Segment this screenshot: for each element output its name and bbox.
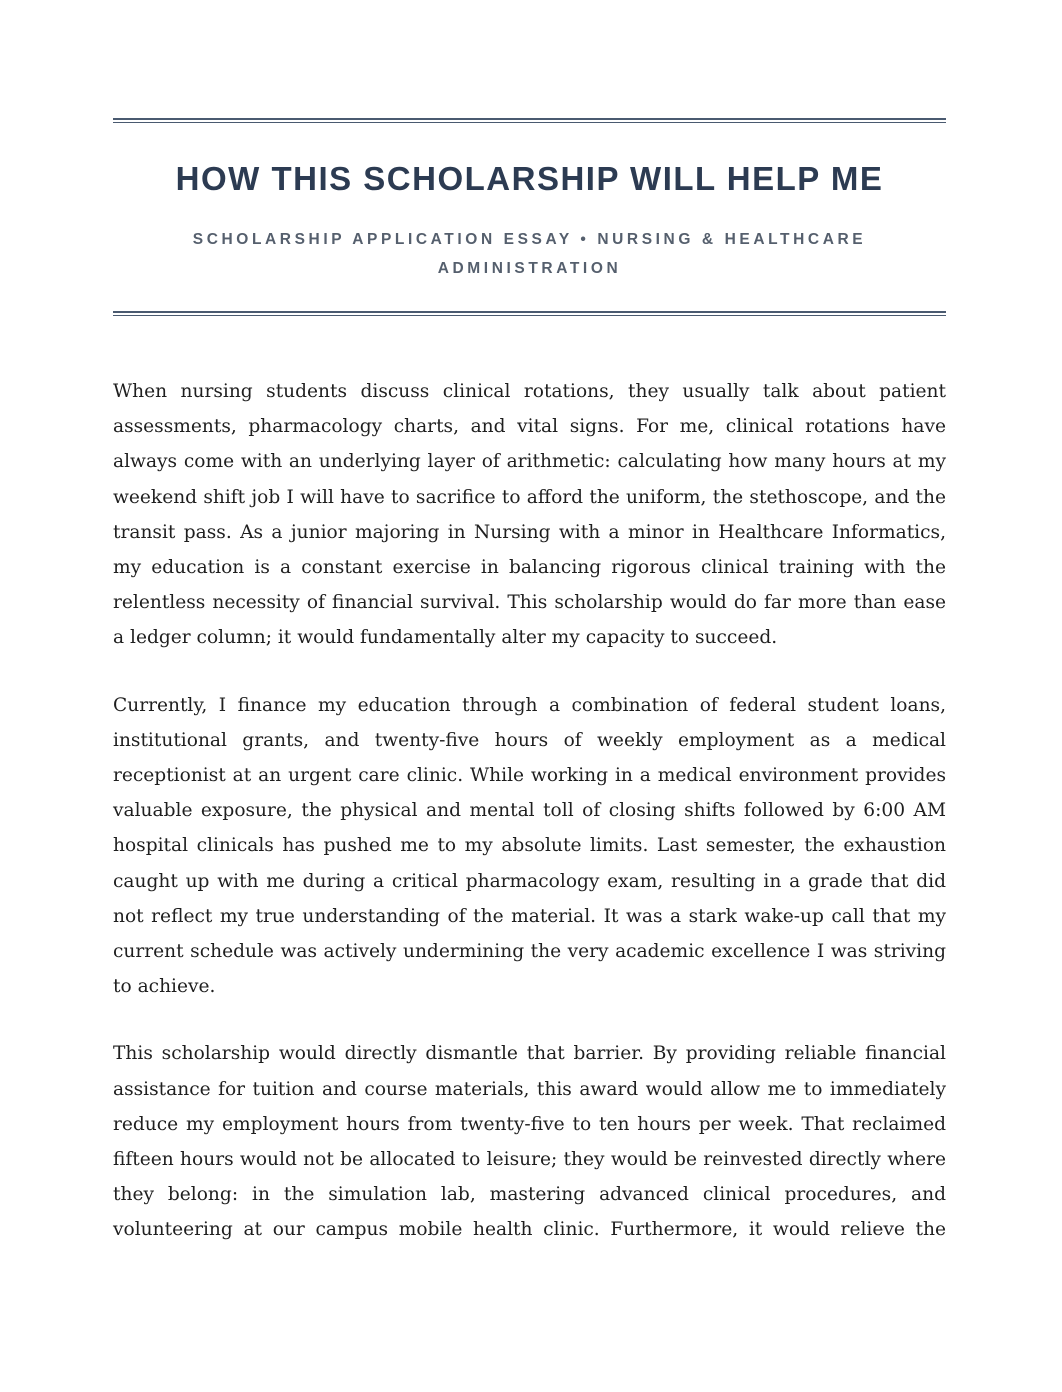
header-bottom-rule bbox=[113, 311, 946, 316]
essay-page bbox=[113, 118, 946, 1280]
essay-subtitle: SCHOLARSHIP APPLICATION ESSAY • NURSING & HEALTHCARE ADMINISTRATION bbox=[192, 231, 867, 277]
essay-title: HOW THIS SCHOLARSHIP WILL HELP ME bbox=[175, 160, 884, 197]
essay-paragraph-3: This scholarship would directly dismantle that barrier. By providing reliable financial assistance for tuition and course materials, this award would allow me to immediately reduce my employment hours from twenty-five to ten hours per week. That reclaimed fifteen hours would not be allocated to leisure; they would be reinvested directly where they belong: in the simulation lab, mastering advanced clinical procedures, and volunteering at our campus mobile health clinic. Furthermore, it would relieve the bbox=[113, 1043, 946, 1241]
essay-paragraph-1: When nursing students discuss clinical rotations, they usually talk about patient assessments, pharmacology charts, and vital signs. For me, clinical rotations have always come with an underlying layer of arithmetic: calculating how many hours at my weekend shift job I will have to sacrifice to afford the uniform, the stethoscope, and the transit pass. As a junior majoring in Nursing with a minor in Healthcare Informatics, my education is a constant exercise in balancing rigorous clinical training with the relentless necessity of financial survival. This scholarship would do far more than ease a ledger column; it would fundamentally alter my capacity to succeed. bbox=[113, 381, 946, 649]
header-top-rule bbox=[113, 118, 946, 123]
essay-body bbox=[113, 374, 946, 1248]
essay-paragraph-2: Currently, I finance my education through a combination of federal student loans, institutional grants, and twenty-five hours of weekly employment as a medical receptionist at an urgent care clinic. While working in a medical environment provides valuable exposure, the physical and mental toll of closing shifts followed by 6:00 AM hospital clinicals has pushed me to my absolute limits. Last semester, the exhaustion caught up with me during a critical pharmacology exam, resulting in a grade that did not reflect my true understanding of the material. It was a stark wake-up call that my current schedule was actively undermining the very academic excellence I was striving to achieve. bbox=[113, 694, 946, 998]
